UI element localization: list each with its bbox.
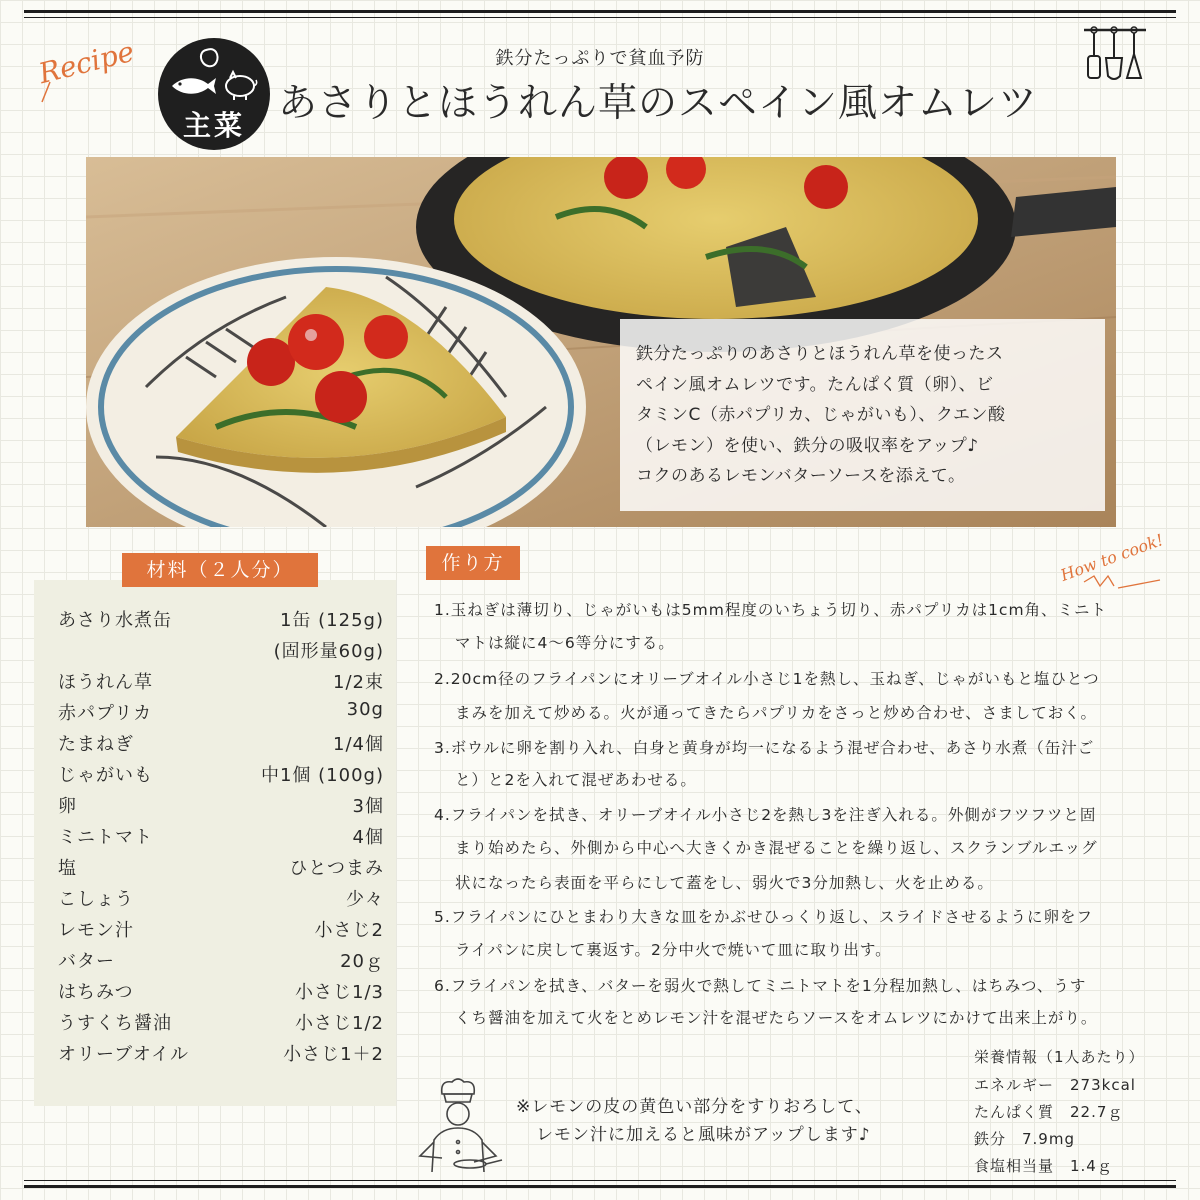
ingredient-row xyxy=(58,606,384,637)
ingredient-row xyxy=(58,792,384,823)
ingredient-row xyxy=(58,668,384,699)
ingredient-name: ほうれん草 xyxy=(58,672,153,693)
step-line: 3.ボウルに卵を割り入れ、白身と黄身が均一になるよう混ぜ合わせ、あさり水煮（缶汁ご xyxy=(434,739,1095,757)
ingredient-name: たまねぎ xyxy=(58,734,134,755)
category-badge xyxy=(158,38,270,150)
ingredient-row xyxy=(58,854,384,885)
ingredient-row xyxy=(58,1040,384,1071)
top-rule-thin xyxy=(24,17,1176,18)
ingredient-quantity: 20ｇ xyxy=(340,951,384,972)
page-title: あさりとほうれん草のスペイン風オムレツ xyxy=(278,81,1039,126)
recipe-script-label: Recipe xyxy=(35,34,138,91)
step-line-continued: ライパンに戻して裏返す。2分中火で焼いて皿に取り出す。 xyxy=(455,941,892,959)
step-line: 1.玉ねぎは薄切り、じゃがいもは5mm程度のいちょう切り、赤パプリカは1cm角、ミニト xyxy=(434,601,1108,619)
ingredient-quantity: 小さじ2 xyxy=(314,920,384,941)
ingredient-row xyxy=(58,978,384,1009)
ingredient-row xyxy=(58,947,384,978)
ingredient-quantity: 1/4個 xyxy=(333,734,384,755)
step-line: 2.20cm径のフライパンにオリーブオイル小さじ1を熱し、玉ねぎ、じゃがいもと塩ひとつ xyxy=(434,670,1100,688)
nutrition-heading: 栄養情報（1人あたり） xyxy=(974,1048,1145,1066)
ingredient-name: レモン汁 xyxy=(58,920,134,941)
ingredient-name: ミニトマト xyxy=(58,827,153,848)
step-line: 5.フライパンにひとまわり大きな皿をかぶせひっくり返し、スライドさせるように卵をフ xyxy=(434,908,1094,926)
description-line: 鉄分たっぷりのあさりとほうれん草を使ったス xyxy=(636,344,1004,364)
ingredient-row xyxy=(58,637,384,668)
ingredient-quantity: 小さじ1/3 xyxy=(295,982,384,1003)
ingredient-quantity: 1/2束 xyxy=(333,672,384,693)
ingredient-quantity: 少々 xyxy=(346,889,384,910)
howto-script-label: How to cook! xyxy=(1058,530,1166,585)
nutrition-line: たんぱく質 22.7ｇ xyxy=(974,1103,1124,1121)
description-line: ペイン風オムレツです。たんぱく質（卵）、ビ xyxy=(636,374,994,395)
description-line: タミンC（赤パプリカ、じゃがいも）、クエン酸 xyxy=(636,405,1006,425)
nutrition-line: 食塩相当量 1.4ｇ xyxy=(974,1157,1113,1175)
ingredient-quantity: 1缶 (125g) xyxy=(279,610,384,631)
tip-line: ※レモンの皮の黄色い部分をすりおろして、 xyxy=(516,1097,873,1117)
ingredient-row xyxy=(58,730,384,761)
ingredient-quantity: 小さじ1＋2 xyxy=(283,1044,384,1065)
nutrition-line: エネルギー 273kcal xyxy=(974,1076,1136,1094)
ingredient-row xyxy=(58,761,384,792)
ingredient-name: 塩 xyxy=(58,858,77,879)
step-line: 4.フライパンを拭き、オリーブオイル小さじ2を熱し3を注ぎ入れる。外側がフツフツと固 xyxy=(434,806,1097,824)
ingredient-quantity: 3個 xyxy=(352,796,384,817)
step-line-continued: くち醤油を加えて火をとめレモン汁を混ぜたらソースをオムレツにかけて出来上がり。 xyxy=(455,1009,1098,1027)
ingredient-row xyxy=(58,699,384,730)
tip-line: レモン汁に加えると風味がアップします♪ xyxy=(536,1125,871,1145)
ingredient-quantity: 中1個 (100g) xyxy=(260,765,384,786)
ingredient-name: はちみつ xyxy=(58,982,134,1003)
ingredient-row xyxy=(58,823,384,854)
steps-heading: 作り方 xyxy=(426,546,520,580)
recipe-underline-decoration xyxy=(40,78,86,104)
step-line-continued: マトは縦に4～6等分にする。 xyxy=(455,634,675,652)
step-line-continued: まみを加えて炒める。火が通ってきたらパプリカをさっと炒め合わせ、さましておく。 xyxy=(455,704,1097,722)
nutrition-line: 鉄分 7.9mg xyxy=(974,1130,1075,1148)
ingredient-row xyxy=(58,1009,384,1040)
ingredient-quantity: 小さじ1/2 xyxy=(295,1013,384,1034)
ingredient-name: 赤パプリカ xyxy=(58,703,153,724)
step-line-continued: まり始めたら、外側から中心へ大きくかき混ぜることを繰り返し、スクランブルエッグ xyxy=(455,839,1098,857)
ingredient-name: じゃがいも xyxy=(58,765,153,786)
ingredient-quantity: 4個 xyxy=(352,827,384,848)
ingredient-name: あさり水煮缶 xyxy=(58,610,172,631)
ingredient-row xyxy=(58,916,384,947)
top-rule-thick xyxy=(24,10,1176,13)
step-line-continued: 状になったら表面を平らにして蓋をし、弱火で3分加熱し、火を止める。 xyxy=(455,874,994,892)
ingredient-name: バター xyxy=(58,951,115,972)
description-box xyxy=(620,319,1105,511)
ingredient-name: 卵 xyxy=(58,796,77,817)
step-line: 6.フライパンを拭き、バターを弱火で熱してミニトマトを1分程加熱し、はちみつ、うす xyxy=(434,977,1087,995)
ingredient-quantity: 30g xyxy=(346,699,384,720)
ingredients-heading: 材料（２人分） xyxy=(122,553,318,587)
bottom-rule-thick xyxy=(24,1185,1176,1188)
ingredient-quantity: ひとつまみ xyxy=(289,858,384,879)
howto-decoration xyxy=(1082,572,1162,592)
ingredient-name: うすくち醤油 xyxy=(58,1013,172,1034)
page-subtitle: 鉄分たっぷりで貧血予防 xyxy=(495,48,705,69)
ingredient-row xyxy=(58,885,384,916)
ingredient-name: オリーブオイル xyxy=(58,1044,190,1065)
ingredient-name: こしょう xyxy=(58,889,134,910)
bottom-rule-thin xyxy=(24,1180,1176,1181)
chef-icon xyxy=(412,1076,504,1176)
ingredient-quantity: (固形量60g) xyxy=(273,641,384,662)
step-line-continued: と）と2を入れて混ぜあわせる。 xyxy=(455,771,697,789)
badge-label: 主菜 xyxy=(182,109,245,142)
recipe-photo xyxy=(86,157,1116,527)
description-line: （レモン）を使い、鉄分の吸収率をアップ♪ xyxy=(636,435,979,456)
utensils-icon xyxy=(1080,20,1150,86)
description-line: コクのあるレモンバターソースを添えて。 xyxy=(636,466,966,486)
